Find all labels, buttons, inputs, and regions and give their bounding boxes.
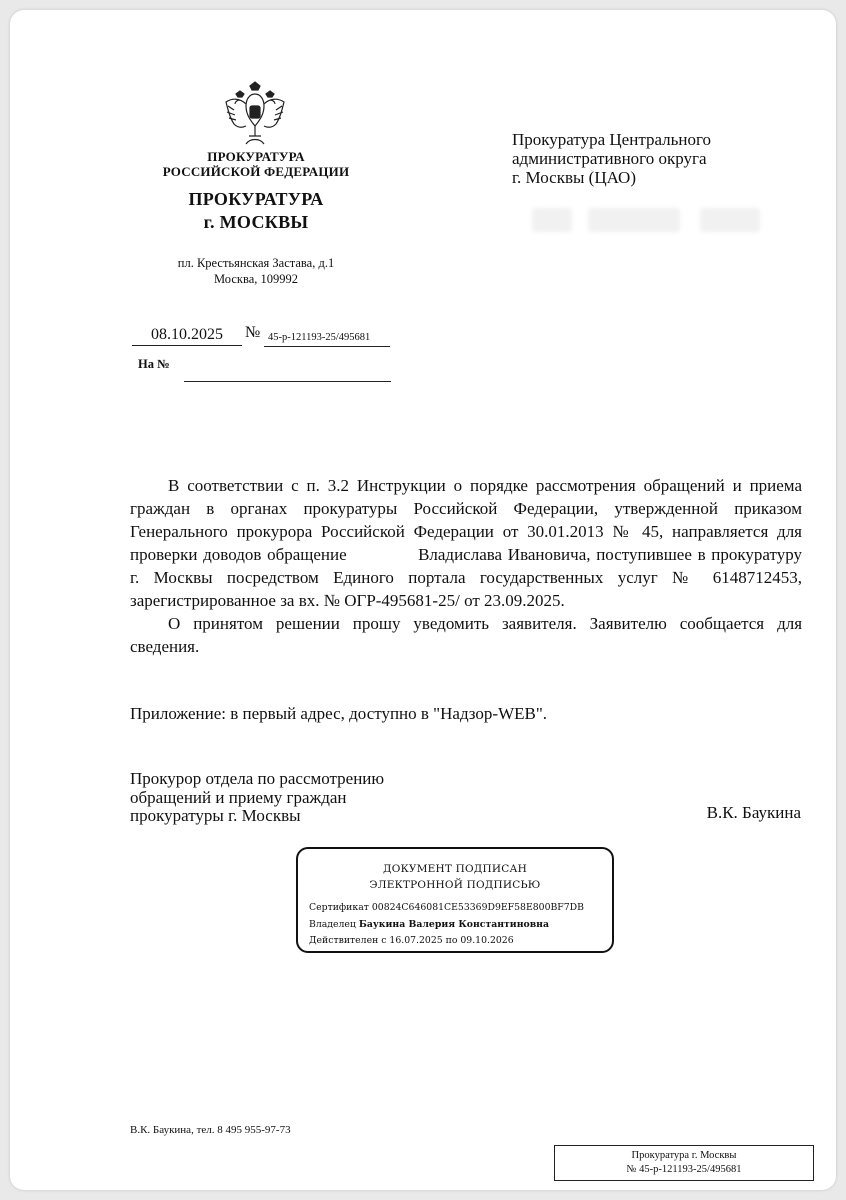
registration-number: 45-р-121193-25/495681: [264, 332, 390, 347]
signer-position-line1: Прокурор отдела по рассмотрению: [130, 769, 385, 788]
recipient-address: [512, 130, 711, 187]
executor-contact: В.К. Баукина, тел. 8 495 955-97-73: [130, 1124, 291, 1136]
stamp-owner-value: Баукина Валерия Константиновна: [358, 919, 549, 930]
body-paragraph-2: [130, 612, 802, 658]
stamp-valid-to-label: по: [445, 935, 458, 946]
body-paragraph-1: [130, 474, 802, 612]
org-name-moscow-line1: ПРОКУРАТУРА: [188, 189, 324, 209]
stamp-valid-to: 09.10.2026: [460, 935, 514, 946]
signer-name: В.К. Баукина: [706, 803, 801, 822]
signer-position-line3: прокуратуры г. Москвы: [130, 806, 301, 825]
registration-date: 08.10.2025: [132, 326, 242, 346]
body-line: В соответствии с п. 3.2 Инструкции о порядке рассмотрения обращений: [168, 476, 725, 495]
reference-label: На №: [138, 357, 170, 371]
stamp-certificate: [309, 902, 584, 913]
body-line: Владислава Ивановича, поступившее в прокуратуру г. Москвы: [130, 545, 803, 587]
org-name-federal-line2: РОССИЙСКОЙ ФЕДЕРАЦИИ: [162, 164, 350, 179]
registration-box-line2: № 45-р-121193-25/495681: [626, 1164, 742, 1175]
stamp-cert-label: Сертификат: [309, 902, 369, 913]
org-name-federal: [128, 149, 384, 179]
stamp-title-line2: ЭЛЕКТРОННОЙ ПОДПИСЬЮ: [369, 879, 541, 891]
org-name-moscow: [128, 188, 384, 234]
stamp-cert-value: 00824C646081CE53369D9EF58E800BF7DB: [371, 902, 584, 913]
double-headed-eagle-icon: [222, 80, 288, 152]
document-page: [10, 10, 836, 1190]
reference-blank-line: [184, 381, 391, 382]
registration-box: [554, 1145, 814, 1181]
stamp-owner-label: Владелец: [309, 919, 356, 930]
electronic-signature-stamp: [296, 847, 614, 953]
recipient-line3: г. Москвы (ЦАО): [512, 168, 636, 187]
body-line: утвержденной приказом Генерального прокурора Российской Федерации: [130, 499, 802, 541]
letter-body: [130, 474, 802, 658]
org-address: [128, 255, 384, 287]
recipient-line1: Прокуратура Центрального: [512, 130, 712, 149]
redacted-area: [700, 208, 760, 232]
org-address-line2: Москва, 109992: [213, 272, 299, 286]
org-name-moscow-line2: г. МОСКВЫ: [203, 212, 309, 232]
stamp-title: [298, 861, 612, 893]
body-line: для сведения.: [130, 614, 803, 656]
redacted-area: [588, 208, 680, 232]
stamp-owner: [309, 919, 549, 930]
registration-box-line1: Прокуратура г. Москвы: [631, 1150, 737, 1161]
stamp-title-line1: ДОКУМЕНТ ПОДПИСАН: [383, 863, 527, 875]
org-name-federal-line1: ПРОКУРАТУРА: [207, 149, 305, 164]
stamp-valid-label: Действителен с: [309, 935, 387, 946]
stamp-valid-from: 16.07.2025: [389, 935, 443, 946]
body-line: посредством Единого портала государственных услуг № 6148712453,: [226, 568, 802, 587]
attachment-note: Приложение: в первый адрес, доступно в "Надзор-WEB".: [130, 704, 548, 723]
body-line: от 30.01.2013 № 45, направляется для проверки доводов обращение: [130, 522, 803, 564]
body-line: О принятом решении прошу уведомить заявителя. Заявителю сообщается: [168, 614, 765, 633]
recipient-line2: административного округа: [512, 149, 707, 168]
signer-position-line2: обращений и приему граждан: [130, 787, 347, 807]
body-line: и приема граждан в органах прокуратуры Российской Федерации,: [130, 476, 802, 518]
number-sign: №: [245, 324, 261, 341]
stamp-validity: [309, 935, 514, 946]
signer-position: [130, 770, 384, 826]
redacted-area: [532, 208, 572, 232]
body-line: зарегистрированное за вх. № ОГР-495681-25/ от 23.09.2025.: [130, 591, 565, 610]
org-address-line1: пл. Крестьянская Застава, д.1: [177, 256, 335, 270]
